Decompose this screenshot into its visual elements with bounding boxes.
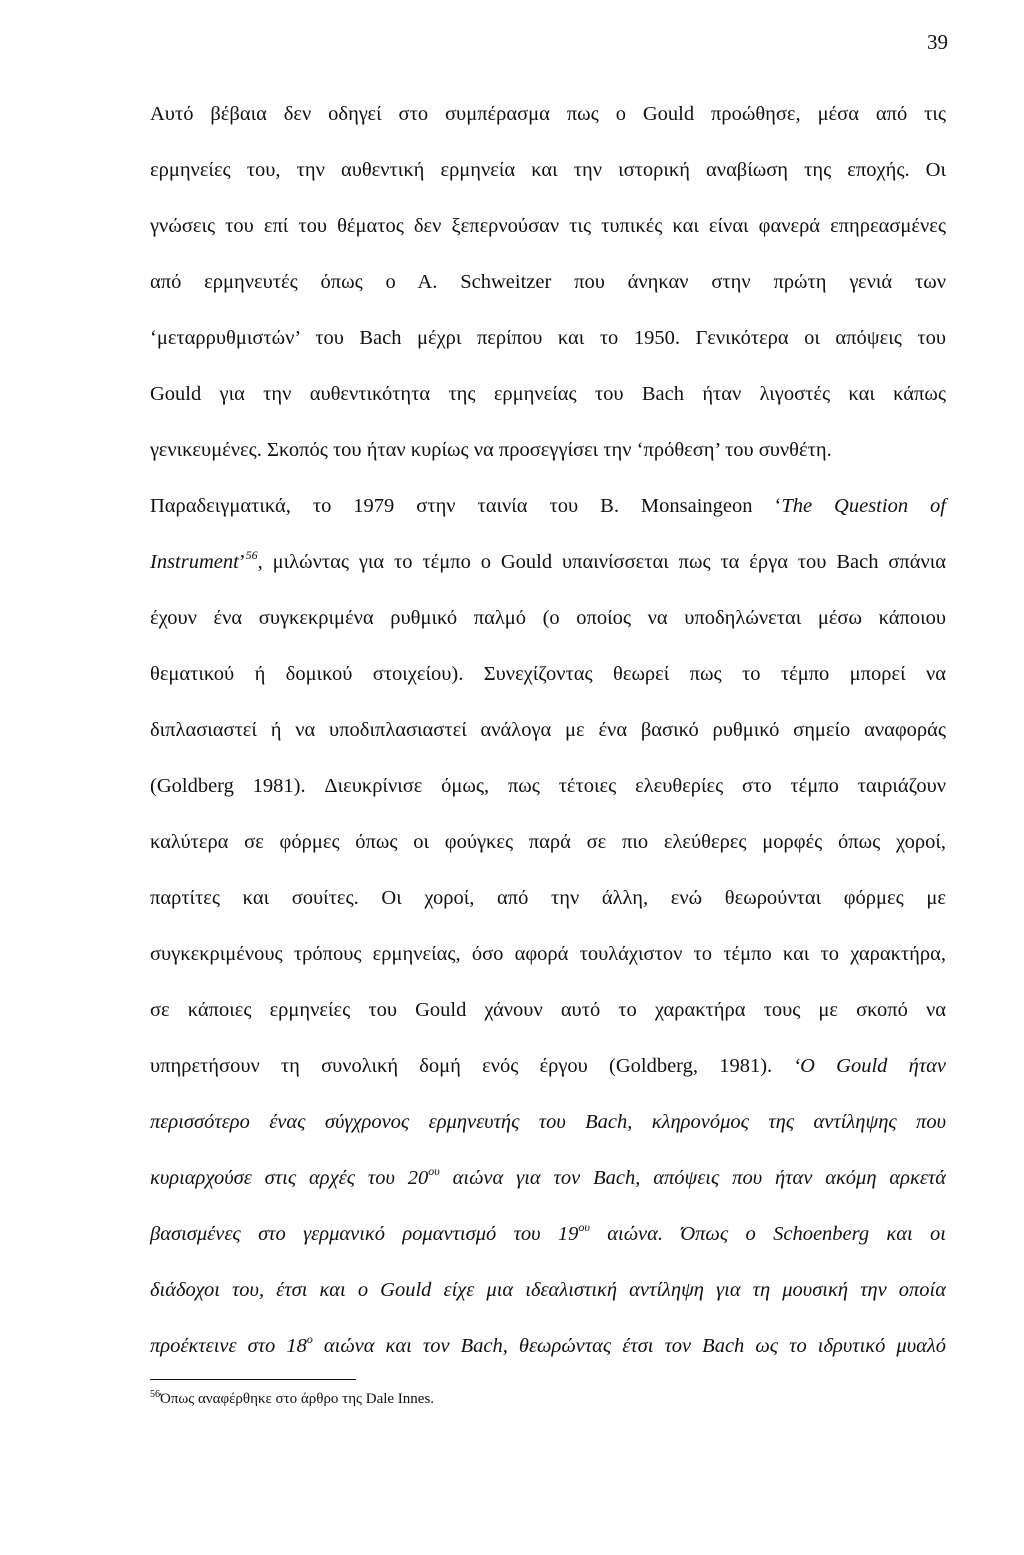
text-segment: αιώνα. Όπως ο Schoenberg και οι — [589, 1223, 946, 1245]
footnote-number: 56 — [150, 1389, 160, 1400]
superscript: ου — [578, 1220, 590, 1234]
closing-quote: ’ — [238, 551, 246, 573]
footnote-text: Όπως αναφέρθηκε στο άρθρο της Dale Innes. — [160, 1391, 435, 1407]
text-segment: υπηρετήσουν τη συνολική δομή ενός έργου (Goldberg, 1981). — [150, 1055, 794, 1077]
superscript: ου — [428, 1164, 440, 1178]
text-line: ερμηνείες του, την αυθεντική ερμηνεία και την ιστορική αναβίωση της εποχής. Οι — [150, 159, 946, 181]
text-segment: αιώνα και τον Bach, θεωρώντας έτσι τον Bach ως το ιδρυτικό μυαλό — [312, 1335, 947, 1357]
quote-line: περισσότερο ένας σύγχρονος ερμηνευτής του Bach, κληρονόμος της αντίληψης που — [150, 1111, 946, 1133]
quote-line — [150, 1222, 946, 1246]
quote-line: διάδοχοι του, έτσι και ο Gould είχε μια ιδεαλιστική αντίληψη για τη μουσική την οποία — [150, 1279, 946, 1301]
footnote-ref: 56 — [245, 548, 258, 562]
text-line: Gould για την αυθεντικότητα της ερμηνείας του Bach ήταν λιγοστές και κάπως — [150, 383, 946, 405]
quote-line — [150, 1166, 946, 1190]
page-number: 39 — [927, 30, 948, 54]
text-line — [150, 550, 946, 574]
text-line — [150, 494, 946, 518]
text-segment: αιώνα για τον Bach, απόψεις που ήταν ακόμη αρκετά — [439, 1167, 946, 1189]
footnote-separator — [150, 1379, 356, 1380]
text-line: γνώσεις του επί του θέματος δεν ξεπερνούσαν τις τυπικές και είναι φανερά επηρεασμένες — [150, 215, 946, 237]
footnote — [150, 1391, 434, 1408]
quote-start: ‘Ο Gould ήταν — [793, 1055, 946, 1077]
quote-line — [150, 1334, 946, 1358]
text-line: συγκεκριμένους τρόπους ερμηνείας, όσο αφορά τουλάχιστον το τέμπο και το χαρακτήρα, — [150, 943, 946, 965]
text-line: σε κάποιες ερμηνείες του Gould χάνουν αυτό το χαρακτήρα τους με σκοπό να — [150, 999, 946, 1021]
text-line — [150, 1054, 946, 1078]
text-line: παρτίτες και σουίτες. Οι χοροί, από την άλλη, ενώ θεωρούνται φόρμες με — [150, 887, 946, 909]
text-line: γενικευμένες. Σκοπός του ήταν κυρίως να προσεγγίσει την ‘πρόθεση’ του συνθέτη. — [150, 439, 832, 461]
film-title: The Question of — [781, 495, 946, 517]
text-segment: προέκτεινε στο 18 — [150, 1335, 307, 1357]
text-line: θεματικού ή δομικού στοιχείου). Συνεχίζοντας θεωρεί πως το τέμπο μπορεί να — [150, 663, 946, 685]
text-segment: , μιλώντας για το τέμπο ο Gould υπαινίσσεται πως τα έργα του Bach σπάνια — [257, 551, 946, 573]
text-segment: κυριαρχούσε στις αρχές του 20 — [150, 1167, 429, 1189]
text-line: έχουν ένα συγκεκριμένα ρυθμικό παλμό (ο οποίος να υποδηλώνεται μέσω κάποιου — [150, 607, 946, 629]
text-line: ‘μεταρρυθμιστών’ του Bach μέχρι περίπου και το 1950. Γενικότερα οι απόψεις του — [150, 327, 946, 349]
text-line: καλύτερα σε φόρμες όπως οι φούγκες παρά σε πιο ελεύθερες μορφές όπως χοροί, — [150, 831, 946, 853]
text-line: (Goldberg 1981). Διευκρίνισε όμως, πως τέτοιες ελευθερίες στο τέμπο ταιριάζουν — [150, 775, 946, 797]
text-line: διπλασιαστεί ή να υποδιπλασιαστεί ανάλογα με ένα βασικό ρυθμικό σημείο αναφοράς — [150, 719, 946, 741]
film-title-cont: Instrument — [150, 551, 239, 573]
text-line: Αυτό βέβαια δεν οδηγεί στο συμπέρασμα πως ο Gould προώθησε, μέσα από τις — [150, 103, 946, 125]
text-line: από ερμηνευτές όπως ο Α. Schweitzer που άνηκαν στην πρώτη γενιά των — [150, 271, 946, 293]
text-segment: Παραδειγματικά, το 1979 στην ταινία του Β. Monsaingeon ‘ — [150, 495, 782, 517]
superscript: ο — [306, 1332, 313, 1346]
text-segment: βασισμένες στο γερμανικό ρομαντισμό του 19 — [150, 1223, 579, 1245]
